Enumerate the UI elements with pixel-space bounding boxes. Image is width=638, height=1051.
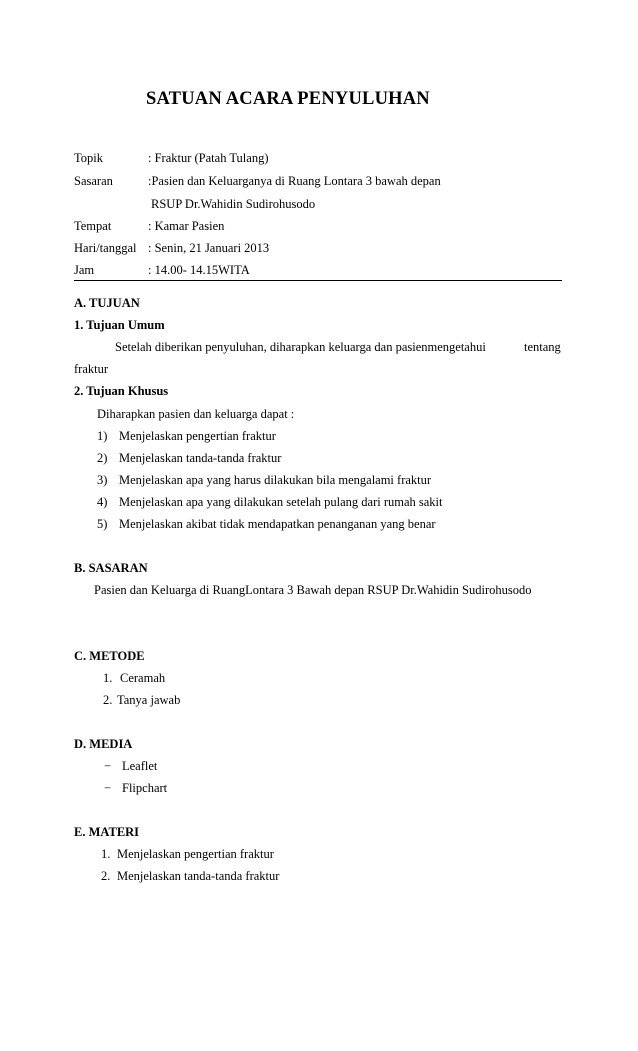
info-value-tempat: : Kamar Pasien xyxy=(148,219,225,233)
info-value-sasaran: :Pasien dan Keluarganya di Ruang Lontara 3 bawah depan xyxy=(148,174,441,188)
tujuan-umum-heading: 1. Tujuan Umum xyxy=(74,318,165,332)
list-item: Menjelaskan akibat tidak mendapatkan penanganan yang benar xyxy=(119,517,436,531)
info-value-topik: : Fraktur (Patah Tulang) xyxy=(148,151,269,165)
dash-bullet-icon: − xyxy=(104,759,112,773)
section-b-heading: B. SASARAN xyxy=(74,561,148,575)
list-item-number: 3) xyxy=(97,473,108,487)
list-item-number: 1) xyxy=(97,429,108,443)
info-label-hari: Hari/tanggal xyxy=(74,241,137,255)
info-value-jam: : 14.00- 14.15WITA xyxy=(148,263,250,277)
sasaran-text: Pasien dan Keluarga di RuangLontara 3 Bawah depan RSUP Dr.Wahidin Sudirohusodo xyxy=(94,583,532,597)
list-item-number: 2. xyxy=(101,869,111,883)
list-item-number: 2) xyxy=(97,451,108,465)
list-item: Flipchart xyxy=(122,781,168,795)
info-label-jam: Jam xyxy=(74,263,95,277)
section-d-heading: D. MEDIA xyxy=(74,737,133,751)
list-item: Menjelaskan pengertian fraktur xyxy=(117,847,274,861)
list-item-number: 1. xyxy=(103,671,113,685)
section-e-heading: E. MATERI xyxy=(74,825,140,839)
page-title: SATUAN ACARA PENYULUHAN xyxy=(146,89,430,109)
info-label-topik: Topik xyxy=(74,151,103,165)
section-a-heading: A. TUJUAN xyxy=(74,296,140,310)
list-item: Menjelaskan tanda-tanda fraktur xyxy=(117,869,280,883)
info-label-sasaran: Sasaran xyxy=(74,174,113,188)
tujuan-umum-text: Setelah diberikan penyuluhan, diharapkan keluarga dan pasienmengetahui xyxy=(115,340,486,354)
list-item: Menjelaskan pengertian fraktur xyxy=(119,429,276,443)
list-item: Menjelaskan apa yang harus dilakukan bila mengalami fraktur xyxy=(119,473,432,487)
list-item-number: 5) xyxy=(97,517,108,531)
list-item-number: 4) xyxy=(97,495,108,509)
tujuan-umum-text-tail: tentang xyxy=(524,340,561,354)
list-item: Leaflet xyxy=(122,759,158,773)
info-value-hari: : Senin, 21 Januari 2013 xyxy=(148,241,270,255)
list-item: Menjelaskan apa yang dilakukan setelah pulang dari rumah sakit xyxy=(119,495,443,509)
list-item: Tanya jawab xyxy=(117,693,181,707)
info-value-sasaran-line2: RSUP Dr.Wahidin Sudirohusodo xyxy=(151,197,316,211)
tujuan-khusus-heading: 2. Tujuan Khusus xyxy=(74,384,169,398)
tujuan-umum-text-line2: fraktur xyxy=(74,362,109,376)
list-item-number: 2. xyxy=(103,693,113,707)
list-item: Ceramah xyxy=(120,671,166,685)
list-item: Menjelaskan tanda-tanda fraktur xyxy=(119,451,282,465)
dash-bullet-icon: − xyxy=(104,781,112,795)
list-item-number: 1. xyxy=(101,847,111,861)
section-c-heading: C. METODE xyxy=(74,649,145,663)
info-label-tempat: Tempat xyxy=(74,219,112,233)
tujuan-khusus-intro: Diharapkan pasien dan keluarga dapat : xyxy=(97,407,295,421)
divider-line xyxy=(74,280,562,281)
